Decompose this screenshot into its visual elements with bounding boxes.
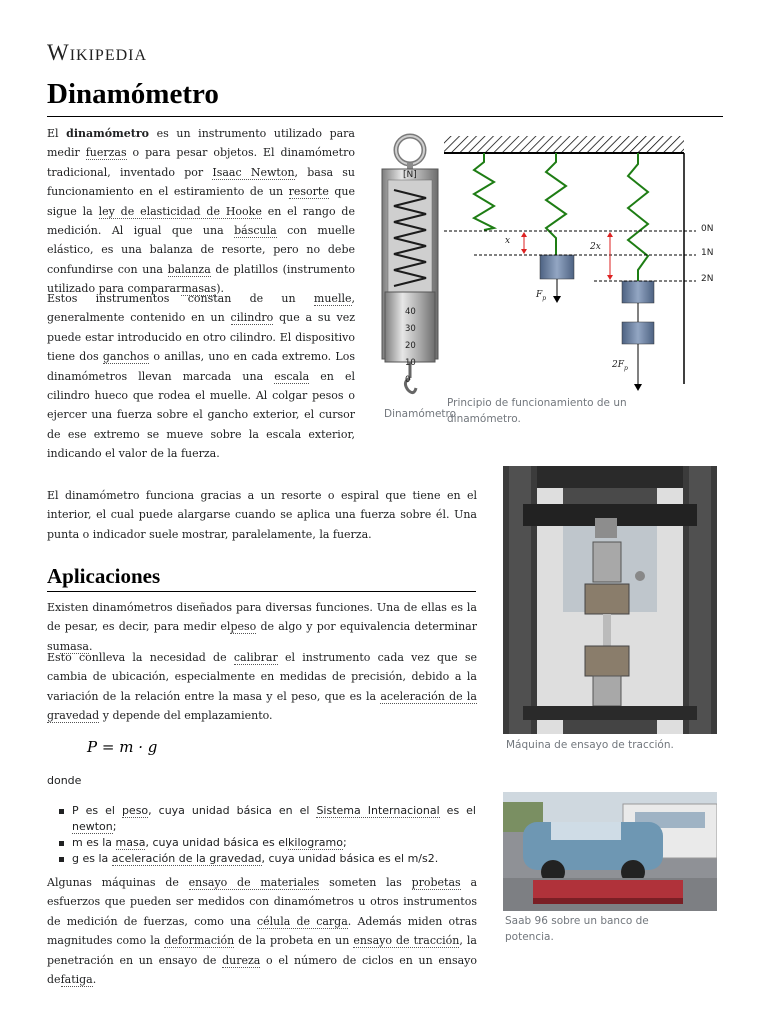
section-divider bbox=[47, 591, 476, 592]
article-link[interactable]: kilogramo bbox=[288, 836, 343, 849]
article-link[interactable]: muelle bbox=[313, 292, 352, 305]
tensile-machine-drawing bbox=[503, 466, 717, 734]
article-link[interactable]: calibrar bbox=[233, 651, 278, 664]
article-link[interactable]: resorte bbox=[288, 185, 329, 199]
article-link[interactable]: cilindro bbox=[230, 311, 274, 325]
article-link[interactable]: ensayo de materiales bbox=[188, 876, 320, 889]
tensile-machine-image[interactable] bbox=[503, 466, 717, 734]
label-2n: 2N bbox=[701, 274, 714, 284]
intro-paragraph-2: Estos instrumentos constan de un muelle, generalmente contenido en un cilindro que a su vez puede estar introducido en otro cilindro. El dispositivo tiene dos ganchos o anillas, uno en cada extremo. Los dinamómetros llevan marcada una escala en el cilindro hueco que rodea el muelle. Al colgar pesos o ejercer una fuerza sobre el gancho exterior, el cursor de ese extremo se mueve sobre la escala exterior, indicando el valor de la fuerza. bbox=[47, 292, 356, 461]
page-title: Dinamómetro bbox=[47, 78, 219, 110]
title-divider bbox=[47, 116, 723, 117]
article-link[interactable]: fatiga bbox=[60, 973, 93, 987]
label-2fp: $2F_p$ bbox=[612, 360, 628, 372]
applications-paragraph-3: Algunas máquinas de ensayo de materiales someten las probetas a esfuerzos que pueden ser medidos con dinamómetros u otros instrumentos de medición de fuerzas, como una célula de carga. Además miden otras magnitudes como la deformación de la probeta en un ensayo de tracción, la penetración en un ensayo de dureza o el número de ciclos en un ensayo defatiga. bbox=[47, 876, 477, 987]
applications-paragraph-2: Esto conlleva la necesidad de calibrar el instrumento cada vez que se cambia de ubicación, especialmente en medidas de precisión, debido a la variación de la relación entre la masa y el peso, que es la aceleración de la gravedad y depende del emplazamiento. bbox=[47, 651, 477, 723]
intro-paragraph-1: El dinamómetro es un instrumento utilizado para medir fuerzas o para pesar objetos. El dinamómetro tradicional, inventado por Isaac Newton, basa su funcionamiento en el estiramiento de un resorte que sigue la ley de elasticidad de Hooke en el rango de medición. Al igual que una báscula con muelle elástico, es una balanza de resorte, pero no debe confundirse con una balanza de platillos (instrumento utilizado para compararmasas). bbox=[47, 127, 355, 296]
scale-tick-label: 20 bbox=[405, 341, 416, 351]
article-link[interactable]: dureza bbox=[222, 953, 261, 967]
label-1n: 1N bbox=[701, 248, 714, 258]
principle-drawing bbox=[444, 134, 724, 394]
label-2x: 2x bbox=[590, 242, 601, 252]
list-item: P es el peso, cuya unidad básica en el Sistema Internacional es el newton; bbox=[58, 803, 476, 835]
wikipedia-logo[interactable]: Wikipedia bbox=[47, 40, 148, 65]
article-link[interactable]: escala bbox=[274, 369, 310, 383]
article-link[interactable]: ganchos bbox=[102, 350, 150, 364]
label-fp: $F_p$ bbox=[536, 290, 547, 302]
label-x: x bbox=[505, 236, 511, 246]
article-link[interactable]: aceleración de la gravedad bbox=[111, 852, 262, 865]
tensile-machine-caption: Máquina de ensayo de tracción. bbox=[506, 739, 674, 751]
list-item: g es la aceleración de la gravedad, cuya unidad básica es el m/s2. bbox=[58, 851, 476, 867]
dynamometer-scale bbox=[405, 304, 425, 389]
saab-drawing bbox=[503, 792, 717, 911]
article-link[interactable]: fuerzas bbox=[85, 146, 127, 160]
section-heading-aplicaciones: Aplicaciones bbox=[47, 564, 161, 588]
list-item: m es la masa, cuya unidad básica es elkilogramo; bbox=[58, 835, 476, 851]
variable-list bbox=[58, 803, 476, 867]
label-0n: 0N bbox=[701, 224, 714, 234]
donde-label: donde bbox=[47, 774, 82, 787]
article-link[interactable]: peso bbox=[230, 620, 257, 634]
article-link[interactable]: masa bbox=[59, 639, 89, 653]
article-link[interactable]: ensayo de tracción bbox=[353, 934, 460, 948]
article-link[interactable]: célula de carga bbox=[256, 914, 348, 928]
scale-tick-label: 10 bbox=[405, 358, 416, 368]
scale-tick-label: 40 bbox=[405, 307, 416, 317]
article-link[interactable]: deformación bbox=[164, 934, 235, 948]
applications-paragraph-1: Existen dinamómetros diseñados para diversas funciones. Una de ellas es la de pesar, es decir, para medir elpeso de algo y por equivalencia determinar sumasa. bbox=[47, 601, 477, 653]
scale-tick-label: 0 bbox=[405, 375, 411, 385]
article-link[interactable]: probetas bbox=[411, 876, 461, 889]
article-link[interactable]: newton bbox=[72, 820, 113, 833]
saab-image[interactable] bbox=[503, 792, 717, 911]
article-link[interactable]: aceleración de la gravedad bbox=[47, 689, 477, 723]
dynamometer-caption: Dinamómetro bbox=[384, 408, 457, 420]
dynamometer-n-label: [N] bbox=[403, 170, 417, 180]
article-link[interactable]: masa bbox=[115, 836, 146, 849]
article-link[interactable]: báscula bbox=[234, 224, 277, 238]
formula: P = m · g bbox=[87, 738, 158, 756]
principle-diagram[interactable] bbox=[444, 134, 724, 394]
article-link[interactable]: Sistema Internacional bbox=[316, 804, 440, 817]
article-link[interactable]: ley de elasticidad de Hooke bbox=[98, 204, 262, 218]
bold-term: dinamómetro bbox=[66, 127, 149, 140]
intro-paragraph-3: El dinamómetro funciona gracias a un resorte o espiral que tiene en el interior, el cual puede alargarse cuando se aplica una fuerza sobre él. Una punta o indicador suele mostrar, paralelamente, la fuerza. bbox=[47, 489, 477, 541]
article-link[interactable]: peso bbox=[121, 804, 149, 817]
principle-caption: Principio de funcionamiento de un dinamómetro. bbox=[447, 397, 627, 425]
saab-caption: Saab 96 sobre un banco de potencia. bbox=[505, 915, 649, 943]
article-link[interactable]: masas bbox=[181, 282, 217, 296]
scale-tick-label: 30 bbox=[405, 324, 416, 334]
article-link[interactable]: balanza bbox=[167, 262, 211, 276]
article-link[interactable]: Isaac Newton bbox=[212, 165, 295, 179]
